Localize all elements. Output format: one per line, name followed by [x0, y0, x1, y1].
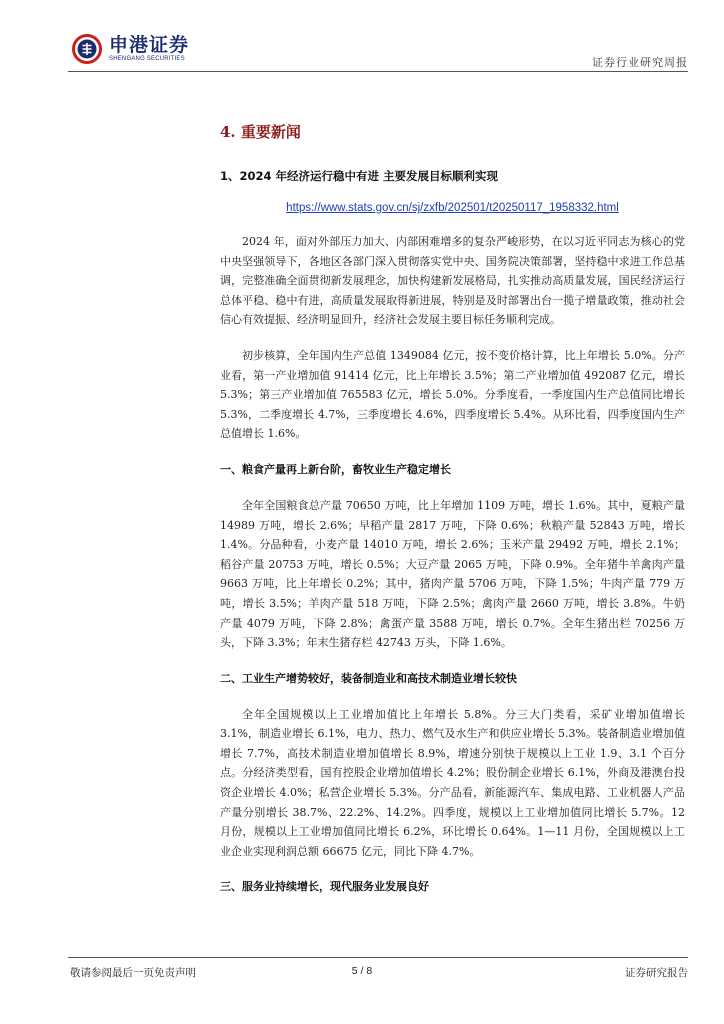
shengang-logo-icon: [72, 34, 102, 64]
page-number: 5 / 8: [351, 965, 373, 977]
main-content: [220, 110, 685, 913]
subsection-heading: 二、工业生产增势较好，装备制造业和高技术制造业增长较快: [220, 671, 517, 685]
footer-doc-type: 证券研究报告: [625, 967, 688, 979]
logo-chinese-name: 申港证券: [109, 34, 190, 56]
news-source-link[interactable]: https://www.stats.gov.cn/sj/zxfb/202501/t20250117_1958332.html: [286, 202, 619, 214]
subsection-heading: 一、粮食产量再上新台阶，畜牧业生产稳定增长: [220, 462, 451, 476]
company-logo: [72, 34, 189, 64]
subsection-paragraph: 全年全国粮食总产量 70650 万吨，比上年增加 1109 万吨，增长 1.6%。其中，夏粮产量 14989 万吨，增长 2.6%；早稻产量 2817 万吨，下降 0.6%；秋粮产量 52843 万吨，增长 1.4%。分品种看，小麦产量 14010 万吨，增长 2.6%；玉米产量 29492 万吨，增长 2.1%；稻谷产量 20753 万吨，增长 0.5%；大豆产量 2065 万吨，下降 0.9%。全年猪牛羊禽肉产量 9663 万吨，比上年增长 0.2%；其中，猪肉产量 5706 万吨，下降 1.5%；牛肉产量 779 万吨，增长 3.5%；羊肉产量 518 万吨，下降 2.5%；禽肉产量 2660 万吨，增长 3.8%。牛奶产量 4079 万吨，下降 2.8%；禽蛋产量 3588 万吨，增长 0.7%。全年生猪出栏 70256 万头，下降 3.3%；年末生猪存栏 42743 万头，下降 1.6%。: [220, 498, 685, 650]
report-type-label: 证券行业研究周报: [592, 56, 688, 69]
logo-english-name: SHENGANG SECURITIES: [109, 56, 185, 62]
footer-disclaimer: 敬请参阅最后一页免责声明: [70, 967, 196, 979]
footer-divider: [68, 957, 688, 958]
section-title: 4. 重要新闻: [220, 123, 301, 141]
subsection-paragraph: 全年全国规模以上工业增加值比上年增长 5.8%。分三大门类看，采矿业增加值增长 3.1%，制造业增长 6.1%，电力、热力、燃气及水生产和供应业增长 5.3%。装备制造业增加值增长 7.7%，高技术制造业增加值增长 8.9%，增速分别快于规模以上工业 1.9、3.1 个百分点。分经济类型看，国有控股企业增加值增长 4.2%；股份制企业增长 6.1%，外商及港澳台投资企业增长 4.0%；私营企业增长 5.3%。分产品看，新能源汽车、集成电路、工业机器人产品产量分别增长 38.7%、22.2%、14.2%。四季度，规模以上工业增加值同比增长 5.7%。12 月份，规模以上工业增加值同比增长 6.2%，环比增长 0.64%。1—11 月份，全国规模以上工业企业实现利润总额 66675 亿元，同比下降 4.7%。: [220, 707, 685, 858]
news-paragraph: 2024 年，面对外部压力加大、内部困难增多的复杂严峻形势，在以习近平同志为核心的党中央坚强领导下，各地区各部门深入贯彻落实党中央、国务院决策部署，坚持稳中求进工作总基调，完整准确全面贯彻新发展理念，加快构建新发展格局，扎实推动高质量发展，国民经济运行总体平稳、稳中有进，高质量发展取得新进展，特别是及时部署出台一揽子增量政策，推动社会信心有效提振、经济明显回升，经济社会发展主要目标任务顺利完成。: [220, 235, 685, 327]
page-header: [0, 0, 724, 76]
header-divider: [68, 71, 688, 72]
news-paragraph: 初步核算，全年国内生产总值 1349084 亿元，按不变价格计算，比上年增长 5.0%。分产业看，第一产业增加值 91414 亿元，比上年增长 3.5%；第二产业增加值 492087 亿元，增长 5.3%；第三产业增加值 765583 亿元，增长 5.0%。分季度看，一季度国内生产总值同比增长 5.3%，二季度增长 4.7%，三季度增长 4.6%，四季度增长 5.4%。从环比看，四季度国内生产总值增长 1.6%。: [220, 348, 685, 441]
subsection-heading: 三、服务业持续增长，现代服务业发展良好: [220, 880, 429, 894]
news-title: 1、2024 年经济运行稳中有进 主要发展目标顺利实现: [220, 169, 499, 183]
